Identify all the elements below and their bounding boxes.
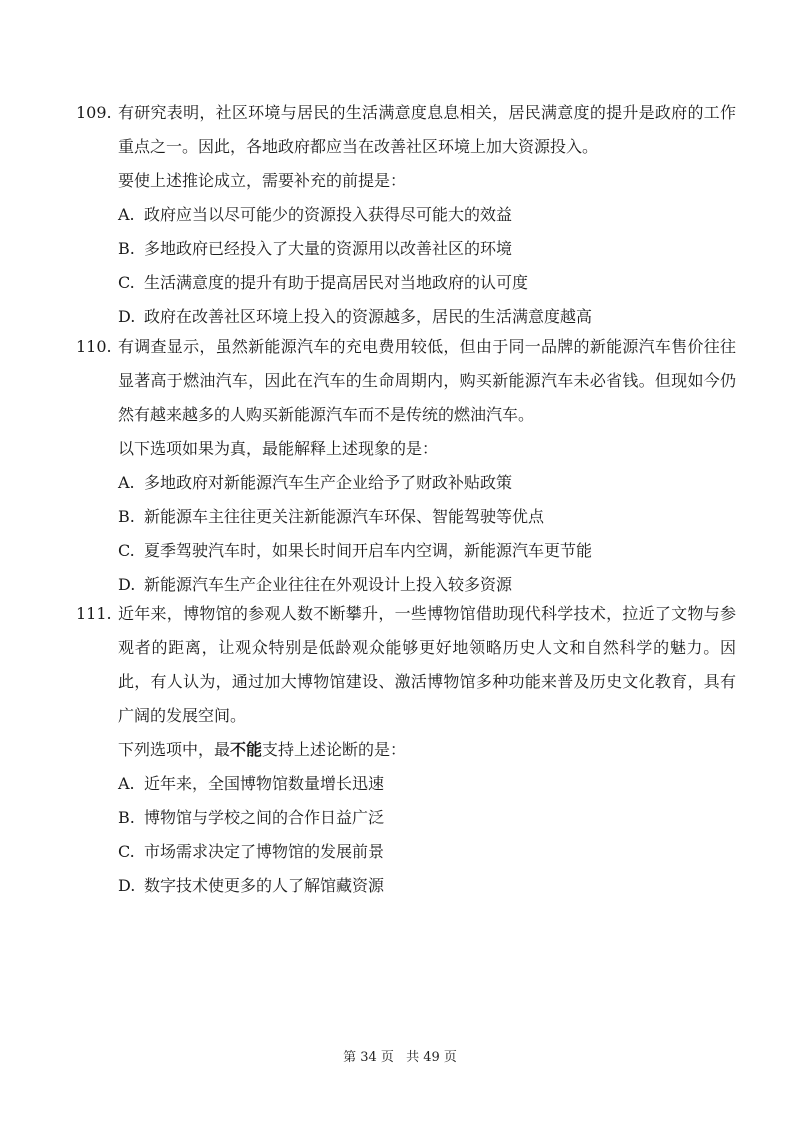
question-number: 111. [76, 604, 112, 623]
option-d: D. 政府在改善社区环境上投入的资源越多，居民的生活满意度越高 [118, 307, 593, 326]
page-number: 第 34 页 [343, 1050, 394, 1065]
question-text: 有调查显示，虽然新能源汽车的充电费用较低，但由于同一品牌的新能源汽车售价往往显著高于燃油汽车，因此在汽车的生命周期内，购买新能源汽车未必省钱。但现如今仍然有越来越多的人购买新能源汽车而不是传统的燃油汽车。 [118, 337, 736, 424]
option-a: A. 政府应当以尽可能少的资源投入获得尽可能大的效益 [118, 205, 513, 224]
question-prompt: 要使上述推论成立，需要补充的前提是： [118, 171, 407, 190]
question-number: 110. [76, 337, 112, 356]
question-text: 近年来，博物馆的参观人数不断攀升，一些博物馆借助现代科学技术，拉近了文物与参观者的距离，让观众特别是低龄观众能够更好地领略历史人文和自然科学的魅力。因此，有人认为，通过加大博物馆建设、激活博物馆多种功能来普及历史文化教育，具有广阔的发展空间。 [118, 604, 736, 725]
emphasis-text: 不能 [230, 740, 263, 759]
option-c: C. 生活满意度的提升有助于提高居民对当地政府的认可度 [118, 273, 529, 292]
question-stem [76, 96, 736, 164]
question-110 [76, 330, 736, 602]
option-c: C. 市场需求决定了博物馆的发展前景 [118, 842, 385, 861]
option-d: D. 新能源汽车生产企业往往在外观设计上投入较多资源 [118, 575, 513, 594]
question-prompt: 下列选项中，最不能支持上述论断的是： [118, 740, 407, 759]
option-b: B. 多地政府已经投入了大量的资源用以改善社区的环境 [118, 239, 513, 258]
option-d: D. 数字技术使更多的人了解馆藏资源 [118, 876, 385, 895]
total-pages: 共 49 页 [406, 1050, 457, 1065]
option-a: A. 近年来，全国博物馆数量增长迅速 [118, 774, 385, 793]
question-stem [76, 597, 736, 733]
question-111 [76, 597, 736, 903]
question-stem [76, 330, 736, 432]
option-b: B. 新能源车主往往更关注新能源汽车环保、智能驾驶等优点 [118, 507, 545, 526]
question-number: 109. [76, 103, 112, 122]
question-text: 有研究表明，社区环境与居民的生活满意度息息相关，居民满意度的提升是政府的工作重点之一。因此，各地政府都应当在改善社区环境上加大资源投入。 [118, 103, 736, 156]
option-b: B. 博物馆与学校之间的合作日益广泛 [118, 808, 385, 827]
option-a: A. 多地政府对新能源汽车生产企业给予了财政补贴政策 [118, 473, 513, 492]
option-c: C. 夏季驾驶汽车时，如果长时间开启车内空调，新能源汽车更节能 [118, 541, 593, 560]
page-footer [0, 1046, 800, 1065]
question-109 [76, 96, 736, 334]
question-prompt: 以下选项如果为真，最能解释上述现象的是： [118, 439, 439, 458]
